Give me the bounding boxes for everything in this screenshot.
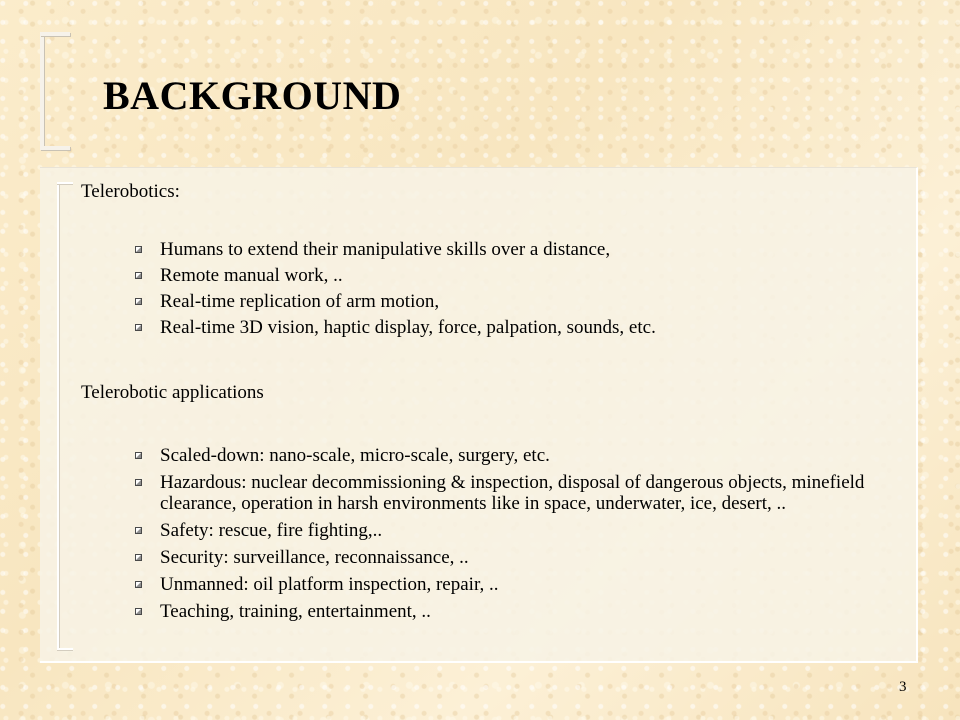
content-bracket-decoration: [57, 182, 73, 650]
list-item: [133, 239, 903, 260]
list-item: [133, 291, 903, 312]
title-bracket-top-cap: [40, 32, 70, 36]
content-bracket-bottom-cap: [57, 648, 73, 650]
list-item-text: Scaled-down: nano-scale, micro-scale, surgery, etc.: [160, 445, 550, 466]
applications-bullet-list: [133, 445, 903, 628]
square-bullet-icon: [135, 479, 142, 486]
title-bracket-bottom-cap: [40, 146, 70, 150]
square-bullet-icon: [135, 246, 142, 253]
list-item-text: Remote manual work, ..: [160, 265, 343, 286]
list-item-text: Unmanned: oil platform inspection, repair, ..: [160, 574, 499, 595]
section-heading-telerobotic-applications: Telerobotic applications: [81, 382, 264, 403]
list-item: [133, 472, 903, 514]
section-heading-telerobotics: Telerobotics:: [81, 181, 180, 202]
list-item: [133, 265, 903, 286]
square-bullet-icon: [135, 452, 142, 459]
list-item: [133, 520, 903, 541]
list-item-text: Security: surveillance, reconnaissance, ..: [160, 547, 469, 568]
list-item: [133, 574, 903, 595]
square-bullet-icon: [135, 608, 142, 615]
title-bracket-bar: [40, 32, 44, 150]
list-item-text: Real-time replication of arm motion,: [160, 291, 440, 312]
square-bullet-icon: [135, 554, 142, 561]
list-item-text: Safety: rescue, fire fighting,..: [160, 520, 383, 541]
square-bullet-icon: [135, 272, 142, 279]
square-bullet-icon: [135, 298, 142, 305]
page-number: 3: [899, 679, 907, 695]
square-bullet-icon: [135, 324, 142, 331]
content-bracket-top-cap: [57, 182, 73, 184]
list-item-text: Real-time 3D vision, haptic display, force, palpation, sounds, etc.: [160, 317, 656, 338]
slide-title: BACKGROUND: [103, 73, 402, 118]
list-item: [133, 317, 903, 338]
title-bracket-decoration: [40, 32, 70, 150]
square-bullet-icon: [135, 527, 142, 534]
list-item: [133, 547, 903, 568]
content-bracket-bar: [57, 182, 59, 650]
square-bullet-icon: [135, 581, 142, 588]
list-item-text: Humans to extend their manipulative skills over a distance,: [160, 239, 611, 260]
list-item: [133, 601, 903, 622]
list-item-text: Teaching, training, entertainment, ..: [160, 601, 431, 622]
telerobotics-bullet-list: [133, 239, 903, 343]
list-item: [133, 445, 903, 466]
list-item-text: Hazardous: nuclear decommissioning & inspection, disposal of dangerous objects, minefield clearance, operation in harsh environments like in space, underwater, ice, desert, ..: [160, 472, 865, 514]
